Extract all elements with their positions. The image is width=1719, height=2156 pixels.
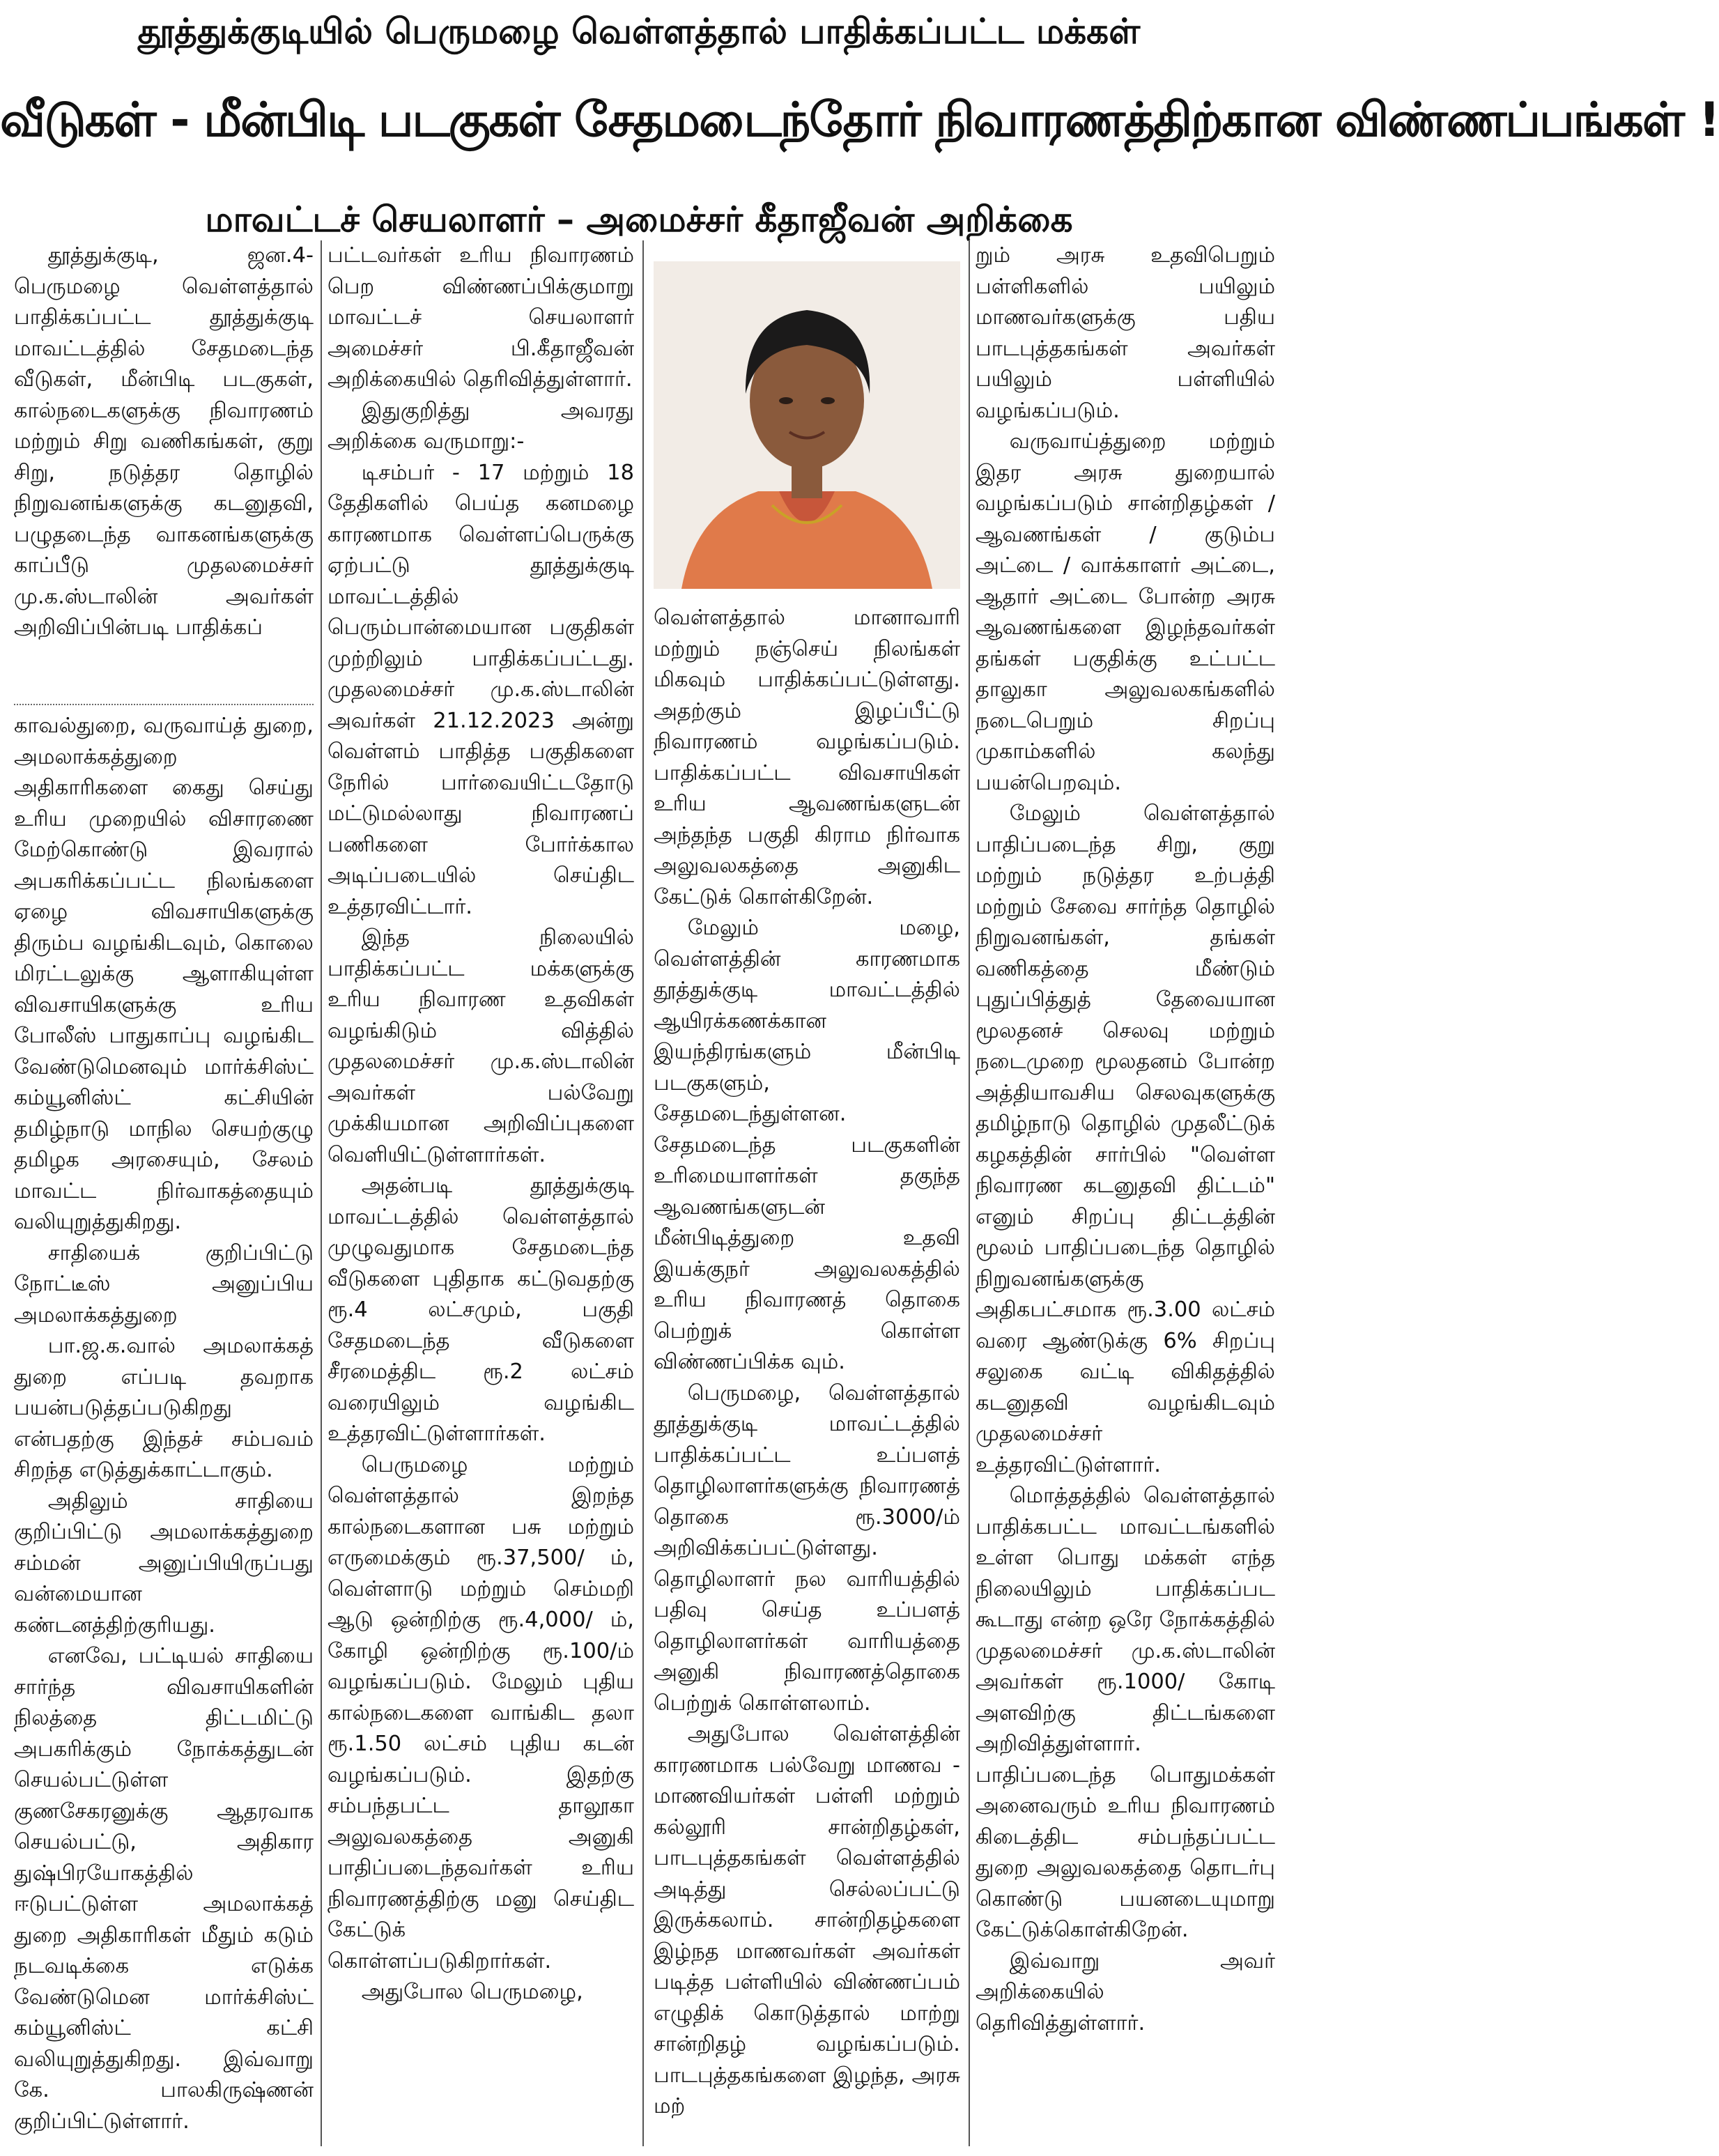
column-rule xyxy=(969,240,970,2146)
paragraph: வெள்ளத்தால் மானாவாரி மற்றும் நஞ்செய் நிலங்கள் மிகவும் பாதிக்கப்பட்டுள்ளது. அதற்கும் இழப்பீட்டு நிவாரணம் வழங்கப்படும். பாதிக்கப்பட்ட விவசாயிகள் உரிய ஆவணங்களுடன் அந்தந்த பகுதி கிராம நிர்வாக அலுவலகத்தை அனுகிட கேட்டுக் கொள்கிறேன். xyxy=(654,606,960,909)
paragraph: சாதியைக் குறிப்பிட்டு நோட்டீஸ் அனுப்பிய அமலாக்கத்துறை xyxy=(14,1240,314,1327)
paragraph: அதிலும் சாதியை குறிப்பிட்டு அமலாக்கத்துறை சம்மன் அனுப்பியிருப்பது வன்மையான கண்டனத்திற்குரியது. xyxy=(14,1488,314,1638)
main-headline: வீடுகள் - மீன்பிடி படகுகள் சேதமடைந்தோர் நிவாரணத்திற்கான விண்ணப்பங்கள் ! xyxy=(0,93,1719,148)
paragraph: வருவாய்த்துறை மற்றும் இதர அரசு துறையால் வழங்கப்படும் சான்றிதழ்கள் / ஆவணங்கள் / குடும்ப அட்டை / வாக்காளர் அட்டை, ஆதார் அட்டை போன்ற அரசு ஆவணங்களை இழந்தவர்கள் தங்கள் பகுதிக்கு உட்பட்ட தாலுகா அலுவலகங்களில் நடைபெறும் சிறப்பு முகாம்களில் கலந்து பயன்பெறவும். xyxy=(976,429,1275,795)
paragraph: அதுபோல பெருமழை, xyxy=(361,1980,583,2004)
paragraph: றும் அரசு உதவிபெறும் பள்ளிகளில் பயிலும் மாணவர்களுக்கு பதிய பாடபுத்தகங்கள் அவர்கள் பயிலும் பள்ளியில் வழங்கப்படும். xyxy=(976,243,1275,423)
paragraph: டிசம்பர் - 17 மற்றும் 18 தேதிகளில் பெய்த கனமழை காரணமாக வெள்ளப்பெருக்கு ஏற்பட்டு தூத்துக்குடி மாவட்டத்தில் பெரும்பான்மையான பகுதிகள் முற்றிலும் பாதிக்கப்பட்டது. முதலமைச்சர் மு.க.ஸ்டாலின் அவர்கள் 21.12.2023 அன்று வெள்ளம் பாதித்த பகுதிகளை நேரில் பார்வையிட்டதோடு மட்டுமல்லாது நிவாரணப் பணிகளை போர்க்கால அடிப்படையில் செய்திட உத்தரவிட்டார். xyxy=(327,460,634,919)
paragraph: எனவே, பட்டியல் சாதியை சார்ந்த விவசாயிகளின் நிலத்தை திட்டமிட்டு அபகரிக்கும் நோக்கத்துடன் செயல்பட்டுள்ள குணசேகரனுக்கு ஆதரவாக செயல்பட்டு, அதிகார துஷ்பிரயோகத்தில் ஈடுபட்டுள்ள அமலாக்கத் துறை அதிகாரிகள் மீதும் கடும் நடவடிக்கை எடுக்க வேண்டுமென மார்க்சிஸ்ட் கம்யூனிஸ்ட் கட்சி வலியுறுத்துகிறது. இவ்வாறு கே. பாலகிருஷ்ணன் குறிப்பிட்டுள்ளார். xyxy=(14,1644,314,2134)
sub-headline: மாவட்டச் செயலாளர் – அமைச்சர் கீதாஜீவன் அறிக்கை xyxy=(205,199,1073,240)
paragraph: மேலும் மழை, வெள்ளத்தின் காரணமாக தூத்துக்குடி மாவட்டத்தில் ஆயிரக்கணக்கான இயந்திரங்களும் மீன்பிடி படகுகளும், சேதமடைந்துள்ளன. சேதமடைந்த படகுகளின் உரிமையாளர்கள் தகுந்த ஆவணங்களுடன் மீன்பிடித்துறை உதவி இயக்குநர் அலுவலகத்தில் உரிய நிவாரணத் தொகை பெற்றுக் கொள்ள விண்ணப்பிக்க வும். xyxy=(654,916,960,1374)
portrait-image xyxy=(654,261,960,589)
paragraph: இந்த நிலையில் பாதிக்கப்பட்ட மக்களுக்கு உரிய நிவாரண உதவிகள் வழங்கிடும் வித்தில் முதலமைச்சர் மு.க.ஸ்டாலின் அவர்கள் பல்வேறு முக்கியமான அறிவிப்புகளை வெளியிட்டுள்ளார்கள். xyxy=(327,925,634,1167)
article-column-4 xyxy=(976,240,1275,2146)
paragraph: இதுகுறித்து அவரது அறிக்கை வருமாறு:- xyxy=(327,398,634,454)
paragraph: பெருமழை, வெள்ளத்தால் தூத்துக்குடி மாவட்டத்தில் பாதிக்கப்பட்ட உப்பளத் தொழிலாளர்களுக்கு நிவாரணத் தொகை ரூ.3000/ம் அறிவிக்கப்பட்டுள்ளது. தொழிலாளர் நல வாரியத்தில் பதிவு செய்த உப்பளத் தொழிலாளர்கள் வாரியத்தை அனுகி நிவாரணத்தொகை பெற்றுக் கொள்ளலாம். xyxy=(654,1380,960,1716)
paragraph: பெருமழை மற்றும் வெள்ளத்தால் இறந்த கால்நடைகளான பசு மற்றும் எருமைக்கும் ரூ.37,500/ ம், வெள்ளாடு மற்றும் செம்மறி ஆடு ஒன்றிற்கு ரூ.4,000/ ம், கோழி ஒன்றிற்கு ரூ.100/ம் வழங்கப்படும். மேலும் புதிய கால்நடைகளை வாங்கிட தலா ரூ.1.50 லட்சம் புதிய கடன் வழங்கப்படும். இதற்கு சம்பந்தபட்ட தாலூகா அலுவலகத்தை அனுகி பாதிப்படைந்தவர்கள் உரிய நிவாரணத்திற்கு மனு செய்திட கேட்டுக் கொள்ளப்படுகிறார்கள். xyxy=(327,1452,634,1973)
paragraph: அதன்படி தூத்துக்குடி மாவட்டத்தில் வெள்ளத்தால் முழுவதுமாக சேதமடைந்த வீடுகளை புதிதாக கட்டுவதற்கு ரூ.4 லட்சமும், பகுதி சேதமடைந்த வீடுகளை சீரமைத்திட ரூ.2 லட்சம் வரையிலும் வழங்கிட உத்தரவிட்டுள்ளார்கள். xyxy=(327,1173,634,1446)
paragraph: காவல்துறை, வருவாய்த் துறை, அமலாக்கத்துறை அதிகாரிகளை கைது செய்து உரிய முறையில் விசாரணை மேற்கொண்டு இவரால் அபகரிக்கப்பட்ட நிலங்களை ஏழை விவசாயிகளுக்கு திரும்ப வழங்கிடவும், கொலை மிரட்டலுக்கு ஆளாகியுள்ள விவசாயிகளுக்கு உரிய போலீஸ் பாதுகாப்பு வழங்கிட வேண்டுமெனவும் மார்க்சிஸ்ட் கம்யூனிஸ்ட் கட்சியின் தமிழ்நாடு மாநில செயற்குழு தமிழக அரசையும், சேலம் மாவட்ட நிர்வாகத்தையும் வலியுறுத்துகிறது. xyxy=(14,714,314,1234)
paragraph: இவ்வாறு அவர் அறிக்கையில் தெரிவித்துள்ளார். xyxy=(976,1948,1275,2035)
paragraph: மேலும் வெள்ளத்தால் பாதிப்படைந்த சிறு, குறு மற்றும் நடுத்தர உற்பத்தி மற்றும் சேவை சார்ந்த தொழில் நிறுவனங்கள், தங்கள் வணிகத்தை மீண்டும் புதுப்பித்துத் தேவையான மூலதனச் செலவு மற்றும் நடைமுறை மூலதனம் போன்ற அத்தியாவசிய செலவுகளுக்கு தமிழ்நாடு தொழில் முதலீட்டுக் கழகத்தின் சார்பில் "வெள்ள நிவாரண கடனுதவி திட்டம்" எனும் சிறப்பு திட்டத்தின் மூலம் பாதிப்படைந்த தொழில் நிறுவனங்களுக்கு அதிகபட்சமாக ரூ.3.00 லட்சம் வரை ஆண்டுக்கு 6% சிறப்பு சலுகை வட்டி விகிதத்தில் கடனுதவி வழங்கிடவும் முதலமைச்சர் உத்தரவிட்டுள்ளார். xyxy=(976,801,1275,1477)
column-rule xyxy=(321,240,322,2146)
paragraph: பட்டவர்கள் உரிய நிவாரணம் பெற விண்ணப்பிக்குமாறு மாவட்டச் செயலாளர் அமைச்சர் பி.கீதாஜீவன் அறிக்கையில் தெரிவித்துள்ளார். xyxy=(327,243,634,392)
column-rule xyxy=(642,240,644,2146)
article-column-3 xyxy=(654,603,960,2146)
minister-portrait-photo xyxy=(654,261,960,589)
article-column-1b xyxy=(14,711,314,2146)
paragraph: தூத்துக்குடி, ஜன.4- பெருமழை வெள்ளத்தால் பாதிக்கப்பட்ட தூத்துக்குடி மாவட்டத்தில் சேதமடைந்த வீடுகள், மீன்பிடி படகுகள், கால்நடைகளுக்கு நிவாரணம் மற்றும் சிறு வணிகங்கள், குறு சிறு, நடுத்தர தொழில் நிறுவனங்களுக்கு கடனுதவி, பழுதடைந்த வாகனங்களுக்கு காப்பீடு முதலமைச்சர் மு.க.ஸ்டாலின் அவர்கள் அறிவிப்பின்படி பாதிக்கப் xyxy=(14,243,314,640)
article-column-2 xyxy=(327,240,634,2146)
article-separator xyxy=(14,704,314,705)
article-column-1a xyxy=(14,240,314,700)
paragraph: மொத்தத்தில் வெள்ளத்தால் பாதிக்கபட்ட மாவட்டங்களில் உள்ள பொது மக்கள் எந்த நிலையிலும் பாதிக்கப்பட கூடாது என்ற ஒரே நோக்கத்தில் முதலமைச்சர் மு.க.ஸ்டாலின் அவர்கள் ரூ.1000/ கோடி அளவிற்கு திட்டங்களை அறிவித்துள்ளார். பாதிப்படைந்த பொதுமக்கள் அனைவரும் உரிய நிவாரணம் கிடைத்திட சம்பந்தப்பட்ட துறை அலுவலகத்தை தொடர்பு கொண்டு பயனடையுமாறு கேட்டுக்கொள்கிறேன். xyxy=(976,1484,1275,1942)
top-headline: தூத்துக்குடியில் பெருமழை வெள்ளத்தால் பாதிக்கப்பட்ட மக்கள் xyxy=(137,11,1141,52)
paragraph: பா.ஜ.க.வால் அமலாக்கத் துறை எப்படி தவறாக பயன்படுத்தப்படுகிறது என்பதற்கு இந்தச் சம்பவம் சிறந்த எடுத்துக்காட்டாகும். xyxy=(14,1334,314,1482)
paragraph: அதுபோல வெள்ளத்தின் காரணமாக பல்வேறு மாணவ - மாணவியர்கள் பள்ளி மற்றும் கல்லூரி சான்றிதழ்கள், பாடபுத்தகங்கள் வெள்ளத்தில் அடித்து செல்லப்பட்டு இருக்கலாம். சான்றிதழ்களை இழ்நத மாணவர்கள் அவர்கள் படித்த பள்ளியில் விண்ணப்பம் எழுதிக் கொடுத்தால் மாற்று சான்றிதழ் வழங்கப்படும். பாடபுத்தகங்களை இழந்த, அரசு மற் xyxy=(654,1722,960,2118)
